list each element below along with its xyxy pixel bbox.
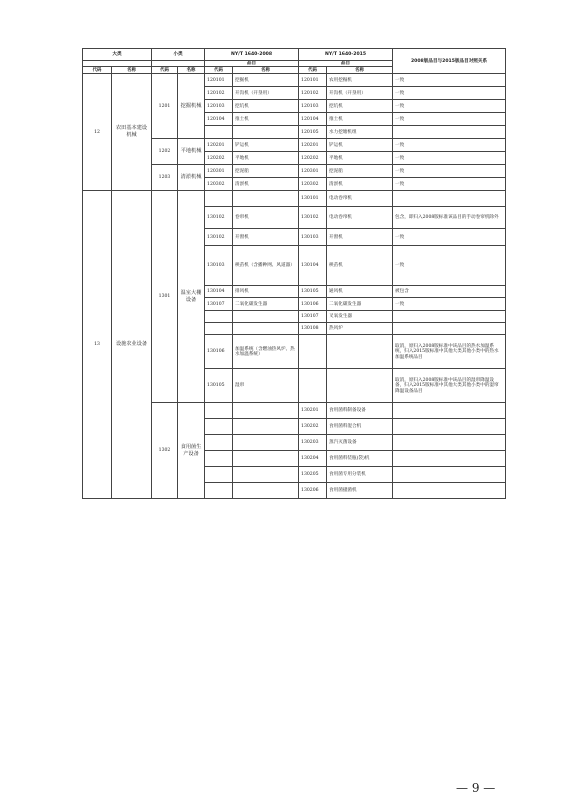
cell-name-2008	[233, 451, 299, 467]
cell-relation: 取消，原归入2008版标准中该品目的湿帘降温设备，归入2015版标准中其他大类其他小类中的湿帘降温设备品目	[393, 369, 506, 403]
cell-code-2008: 120302	[205, 178, 233, 191]
cell-code-2008: 130107	[205, 298, 233, 311]
subgroup-code: 1203	[152, 165, 178, 191]
cell-name-2008: 挖掘机	[233, 74, 299, 87]
cell-name-2008: 推土机	[233, 113, 299, 126]
cell-code-2008: 130106	[205, 335, 233, 369]
cell-relation: 被包含	[393, 286, 506, 298]
header-name: 名称	[233, 67, 299, 74]
cell-code-2015: 120103	[299, 100, 327, 113]
group-name: 设施农业设备	[112, 191, 152, 499]
cell-name-2015	[327, 335, 393, 369]
cell-name-2015: 电动卷帘机	[327, 207, 393, 229]
cell-relation: 包含，即归入2008版标准该品目的手动卷帘机除外	[393, 207, 506, 229]
header-minor-class: 小类	[152, 49, 205, 61]
cell-relation	[393, 451, 506, 467]
cell-code-2008: 120301	[205, 165, 233, 178]
group-name: 农田基本建设机械	[112, 74, 152, 191]
header-std2008	[205, 49, 299, 61]
group-code: 13	[83, 191, 112, 499]
cell-code-2015: 120102	[299, 87, 327, 100]
subgroup-code: 1302	[152, 403, 178, 499]
cell-code-2015: 120201	[299, 139, 327, 152]
cell-relation	[393, 435, 506, 451]
cell-name-2015: 通风机	[327, 286, 393, 298]
cell-name-2015: 食用菌料混合机	[327, 419, 393, 435]
header-item-2008: 品目	[205, 61, 299, 67]
cell-code-2008	[205, 403, 233, 419]
cell-name-2015: 食用菌料制备设备	[327, 403, 393, 419]
page-number: — 9 —	[456, 781, 496, 795]
cell-name-2008	[233, 483, 299, 499]
cell-code-2015: 130101	[299, 191, 327, 207]
cell-name-2008: 开窗机	[233, 229, 299, 246]
cell-name-2008: 清淤机	[233, 178, 299, 191]
cell-relation	[393, 483, 506, 499]
cell-name-2015: 农用挖掘机	[327, 74, 393, 87]
table-row	[83, 191, 506, 207]
cell-name-2008: 挖泥船	[233, 165, 299, 178]
cell-code-2008	[205, 435, 233, 451]
subgroup-name: 食用菌生产设备	[178, 403, 205, 499]
cell-relation: 一致	[393, 229, 506, 246]
cell-name-2008: 开沟机（开垦用）	[233, 87, 299, 100]
cell-code-2015: 120105	[299, 126, 327, 139]
cell-relation: 一致	[393, 139, 506, 152]
cell-name-2015: 电动卷帘机	[327, 191, 393, 207]
cell-code-2015: 120301	[299, 165, 327, 178]
cell-name-2008: 铲运机	[233, 139, 299, 152]
cell-name-2015: 蒸汽灭菌设备	[327, 435, 393, 451]
cell-code-2008: 120103	[205, 100, 233, 113]
cell-name-2015: 食用菌料装瓶(袋)机	[327, 451, 393, 467]
cell-code-2015: 120302	[299, 178, 327, 191]
cell-name-2008	[233, 311, 299, 323]
header-std2015-title: NY/T 1640-2015	[325, 51, 367, 57]
header-item-2015: 品目	[299, 61, 393, 67]
cell-relation	[393, 126, 506, 139]
cell-name-2015: 水力挖塘机组	[327, 126, 393, 139]
cell-code-2008: 130102	[205, 229, 233, 246]
cell-name-2008	[233, 403, 299, 419]
cell-name-2015: 清淤机	[327, 178, 393, 191]
cell-code-2015: 120104	[299, 113, 327, 126]
cell-code-2015: 130106	[299, 298, 327, 311]
cell-code-2008: 120104	[205, 113, 233, 126]
cell-name-2015: 平地机	[327, 152, 393, 165]
cell-name-2008: 平地机	[233, 152, 299, 165]
header-code: 代码	[152, 67, 178, 74]
cell-relation	[393, 467, 506, 483]
cell-name-2008: 排风机	[233, 286, 299, 298]
cell-name-2015: 铲运机	[327, 139, 393, 152]
cell-name-2008: 二氧化碳发生器	[233, 298, 299, 311]
cell-name-2008	[233, 419, 299, 435]
cell-code-2015: 130203	[299, 435, 327, 451]
cell-name-2008: 湿帘	[233, 369, 299, 403]
cell-name-2008	[233, 126, 299, 139]
cell-relation: 一致	[393, 298, 506, 311]
cell-name-2015: 推土机	[327, 113, 393, 126]
header-name: 名称	[112, 67, 152, 74]
cell-name-2015: 开沟机（开垦用）	[327, 87, 393, 100]
cell-code-2015: 130107	[299, 311, 327, 323]
header-code: 代码	[299, 67, 327, 74]
header-major-class: 大类	[83, 49, 152, 61]
subgroup-code: 1202	[152, 139, 178, 165]
cell-name-2015: 食用菌专用分装机	[327, 467, 393, 483]
cell-code-2015: 130102	[299, 207, 327, 229]
header-std2015	[299, 49, 393, 61]
cell-code-2015: 130103	[299, 229, 327, 246]
cell-relation	[393, 191, 506, 207]
cell-relation: 一致	[393, 152, 506, 165]
cell-name-2015	[327, 369, 393, 403]
subgroup-name: 挖掘机械	[178, 74, 205, 139]
cell-relation: 一致	[393, 246, 506, 286]
group-code: 12	[83, 74, 112, 191]
cell-code-2015: 130204	[299, 451, 327, 467]
cell-code-2008	[205, 323, 233, 335]
cell-name-2008	[233, 323, 299, 335]
cell-relation: 一致	[393, 100, 506, 113]
cell-name-2008: 挖坑机	[233, 100, 299, 113]
cell-relation: 一致	[393, 87, 506, 100]
cell-code-2008	[205, 191, 233, 207]
cell-code-2015: 130206	[299, 483, 327, 499]
cell-name-2008	[233, 467, 299, 483]
cell-code-2008: 130102	[205, 207, 233, 229]
header-name: 名称	[178, 67, 205, 74]
subgroup-code: 1201	[152, 74, 178, 139]
cell-name-2008	[233, 191, 299, 207]
cell-code-2015: 120101	[299, 74, 327, 87]
cell-relation: 取消，原归入2008版标准中该品目的热水加温系统，归入2015版标准中其他大类其他小类中的热水加温系统品目	[393, 335, 506, 369]
cell-code-2015	[299, 369, 327, 403]
cell-relation: 一致	[393, 178, 506, 191]
cell-relation	[393, 419, 506, 435]
cell-relation: 一致	[393, 165, 506, 178]
cell-name-2008: 卷帘机	[233, 207, 299, 229]
cell-code-2015: 130105	[299, 286, 327, 298]
cell-code-2015: 130108	[299, 323, 327, 335]
cell-name-2015: 挖坑机	[327, 100, 393, 113]
subgroup-name: 平地机械	[178, 139, 205, 165]
cell-code-2008	[205, 483, 233, 499]
cell-code-2008: 120202	[205, 152, 233, 165]
cell-name-2008: 秧苗机（含播种网、风道器）	[233, 246, 299, 286]
header-name: 名称	[327, 67, 393, 74]
cell-relation	[393, 311, 506, 323]
subgroup-name: 温室大棚设备	[178, 191, 205, 403]
cell-code-2015: 130202	[299, 419, 327, 435]
cell-relation: 一致	[393, 113, 506, 126]
header-relation: 2008版品目与2015版品目对照关系	[393, 49, 506, 74]
cell-name-2015: 二氧化碳发生器	[327, 298, 393, 311]
cell-code-2008: 120201	[205, 139, 233, 152]
cell-name-2015: 开窗机	[327, 229, 393, 246]
cell-name-2015: 食用菌搔菌机	[327, 483, 393, 499]
cell-code-2008: 130105	[205, 369, 233, 403]
cell-name-2015: 热风炉	[327, 323, 393, 335]
cell-code-2015: 130104	[299, 246, 327, 286]
cell-code-2008: 120101	[205, 74, 233, 87]
cell-code-2008: 120102	[205, 87, 233, 100]
cell-code-2008	[205, 311, 233, 323]
cell-code-2008: 130104	[205, 286, 233, 298]
cell-name-2008: 加温系统（含燃油热风炉、热水加温系统）	[233, 335, 299, 369]
subgroup-code: 1301	[152, 191, 178, 403]
cell-code-2015	[299, 335, 327, 369]
cell-code-2008: 130103	[205, 246, 233, 286]
cell-code-2008	[205, 419, 233, 435]
cell-relation	[393, 403, 506, 419]
header-code: 代码	[205, 67, 233, 74]
cell-code-2015: 130205	[299, 467, 327, 483]
cell-code-2015: 130201	[299, 403, 327, 419]
cell-code-2008	[205, 126, 233, 139]
cell-relation: 一致	[393, 74, 506, 87]
header-code: 代码	[83, 67, 112, 74]
catalog-comparison-table	[82, 48, 506, 499]
subgroup-name: 清淤机械	[178, 165, 205, 191]
cell-name-2015: 秧苗机	[327, 246, 393, 286]
cell-code-2008	[205, 451, 233, 467]
cell-name-2008	[233, 435, 299, 451]
cell-relation	[393, 323, 506, 335]
header-std2008-title: NY/T 1640-2008	[231, 51, 273, 57]
cell-name-2015: 挖泥船	[327, 165, 393, 178]
table-row	[83, 74, 506, 87]
cell-code-2015: 120202	[299, 152, 327, 165]
cell-name-2015: 叉氧发生器	[327, 311, 393, 323]
cell-code-2008	[205, 467, 233, 483]
